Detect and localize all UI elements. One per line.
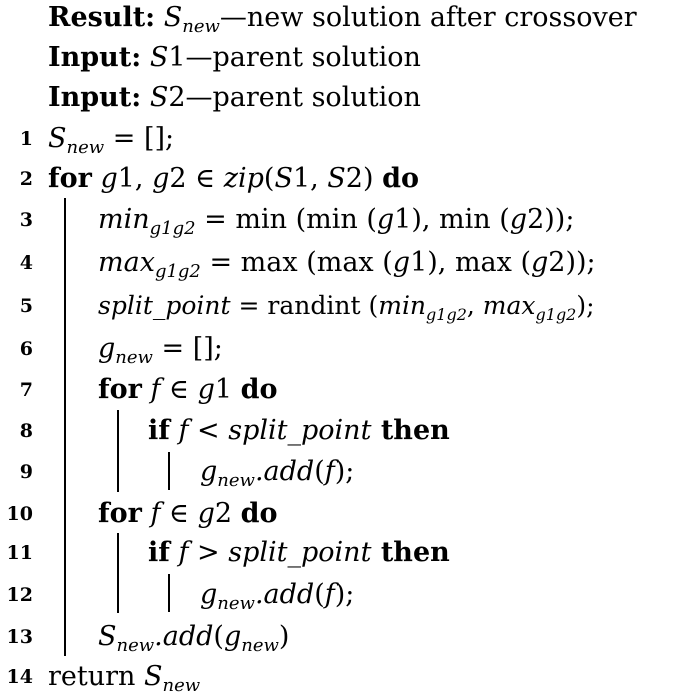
code-text: 1), min (: [394, 204, 510, 235]
code-var: S: [98, 621, 117, 652]
code-text: = randint (: [230, 291, 379, 320]
do-keyword: do: [240, 374, 278, 405]
code-text: );: [334, 456, 355, 487]
code-sub: new: [241, 635, 279, 656]
line-number: 12: [6, 584, 33, 606]
code-var: split_point: [228, 415, 372, 446]
code-sub: g1g2: [154, 261, 201, 282]
code-var: S: [274, 163, 293, 194]
code-text: );: [576, 291, 595, 320]
line-number: 10: [6, 503, 33, 525]
code-var: min: [98, 204, 150, 235]
code-text: 2 ∈: [169, 163, 224, 194]
code-text: ∈: [160, 374, 198, 405]
code-method: .add: [254, 579, 315, 610]
line-number: 1: [19, 128, 33, 150]
code-var: g: [530, 247, 549, 278]
code-sub: new: [217, 593, 255, 614]
code-sub: new: [116, 635, 155, 656]
code-sub: g1g2: [535, 305, 577, 324]
line-number: 14: [6, 666, 33, 688]
line-number: 6: [19, 338, 33, 360]
result-description: —new solution after crossover: [219, 2, 637, 33]
code-var: g: [197, 374, 215, 405]
code-var: g: [392, 247, 411, 278]
code-text: = min (min (: [195, 204, 377, 235]
line-number: 4: [19, 252, 33, 274]
code-var: f: [169, 537, 189, 568]
code-var: max: [482, 291, 536, 320]
line-number: 11: [6, 542, 33, 564]
code-var: g: [200, 579, 218, 610]
line-number: 2: [19, 168, 33, 190]
for-keyword: for: [98, 374, 142, 405]
code-text: (: [314, 579, 325, 610]
do-keyword: do: [240, 498, 278, 529]
code-var: g: [223, 621, 242, 652]
result-subscript: new: [182, 16, 220, 37]
indent-bar-if-2: [168, 574, 170, 612]
input2-variable: S: [149, 82, 169, 113]
code-var: g: [200, 456, 218, 487]
code-sub: new: [115, 347, 153, 368]
if-keyword: if: [148, 537, 170, 568]
code-text: );: [334, 579, 355, 610]
code-text: 1,: [292, 163, 328, 194]
code-var: f: [141, 374, 161, 405]
code-var: S: [48, 123, 67, 154]
code-sub: g1g2: [149, 218, 196, 239]
code-text: = [];: [104, 123, 175, 154]
code-method: .add: [154, 621, 214, 652]
indent-bar-inner-loop-2: [117, 533, 119, 613]
result-variable: S: [163, 2, 183, 33]
then-keyword: then: [371, 415, 450, 446]
code-var: f: [324, 579, 335, 610]
code-text: ,: [466, 291, 483, 320]
code-var: f: [324, 456, 335, 487]
code-var: min: [378, 291, 427, 320]
input1-variable: S: [149, 42, 169, 73]
code-var: g: [197, 498, 215, 529]
code-text: = max (max (: [200, 247, 393, 278]
code-text: 1), max (: [410, 247, 531, 278]
code-var: g: [376, 204, 395, 235]
code-text: ): [278, 621, 290, 652]
code-var: g: [100, 163, 118, 194]
code-var: g: [509, 204, 528, 235]
line-number: 8: [19, 420, 33, 442]
indent-bar-inner-loop-1: [117, 410, 119, 492]
code-func: zip: [223, 163, 264, 194]
indent-bar-if-1: [168, 452, 170, 490]
line-number: 9: [19, 461, 33, 483]
code-var: g: [98, 333, 116, 364]
input2-keyword: Input:: [48, 82, 142, 113]
return-keyword: return: [48, 661, 145, 692]
code-text: 1,: [117, 163, 153, 194]
code-sub: new: [162, 675, 201, 696]
code-text: (: [314, 456, 325, 487]
code-var: f: [141, 498, 161, 529]
code-text: 2));: [548, 247, 596, 278]
input2-description: 2—parent solution: [168, 82, 421, 113]
code-text: 2));: [527, 204, 575, 235]
code-text: = [];: [152, 333, 223, 364]
code-var: g: [152, 163, 170, 194]
code-text: 2): [345, 163, 383, 194]
then-keyword: then: [371, 537, 450, 568]
code-text: (: [213, 621, 224, 652]
code-sub: new: [217, 470, 255, 491]
code-text: >: [188, 537, 229, 568]
code-var: max: [98, 247, 155, 278]
result-keyword: Result:: [48, 2, 156, 33]
input1-keyword: Input:: [48, 42, 142, 73]
code-text: (: [263, 163, 275, 194]
code-var: f: [169, 415, 189, 446]
code-text: ∈: [160, 498, 198, 529]
code-text: <: [188, 415, 229, 446]
line-number: 7: [19, 379, 33, 401]
line-number: 5: [19, 295, 33, 317]
for-keyword: for: [48, 163, 92, 194]
code-text: 2: [214, 498, 241, 529]
code-var: S: [144, 661, 163, 692]
code-sub: g1g2: [426, 305, 467, 324]
indent-bar-outer-loop: [64, 198, 66, 656]
if-keyword: if: [148, 415, 170, 446]
for-keyword: for: [98, 498, 142, 529]
do-keyword: do: [382, 163, 419, 194]
line-number: 3: [19, 209, 33, 231]
line-number: 13: [6, 626, 33, 648]
code-var: split_point: [98, 291, 231, 320]
code-var: split_point: [228, 537, 372, 568]
code-method: .add: [254, 456, 315, 487]
code-var: S: [327, 163, 346, 194]
code-sub: new: [66, 137, 105, 158]
input1-description: 1—parent solution: [168, 42, 421, 73]
code-text: 1: [214, 374, 241, 405]
